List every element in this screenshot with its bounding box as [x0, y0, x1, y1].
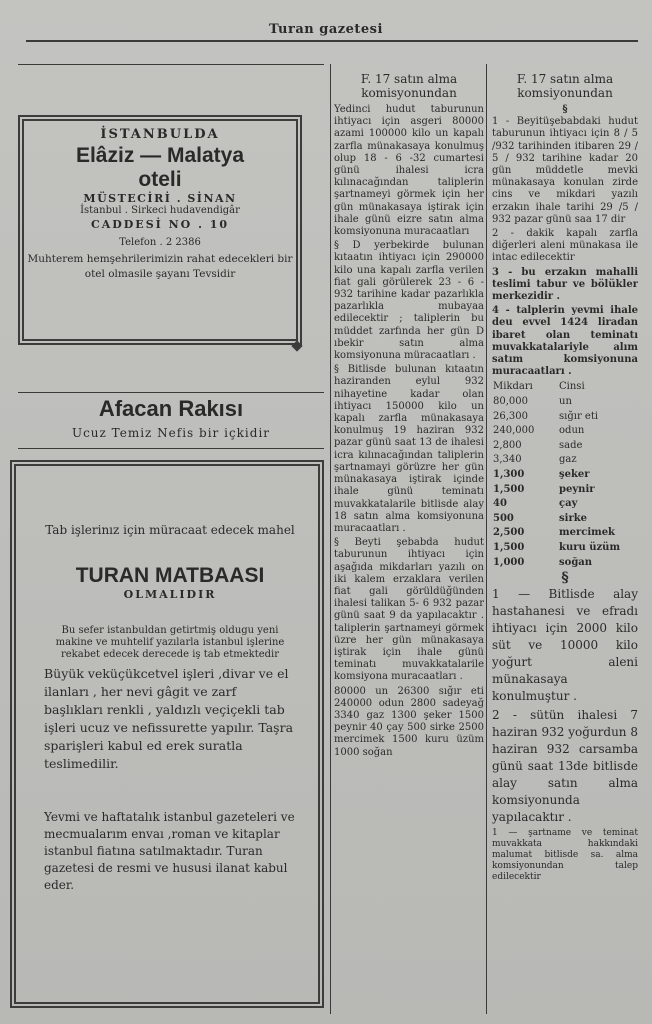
table-cell-type: peynir — [559, 483, 595, 495]
hotel-ad-address: İstanbul . Sirkeci hudavendigâr — [80, 205, 240, 216]
afacan-separator-rule — [18, 448, 324, 449]
table-cell-quantity: 2,500 — [493, 527, 525, 539]
table-row — [492, 483, 638, 498]
table-cell-quantity: 40 — [493, 498, 507, 510]
section-mark-2: § — [561, 570, 569, 587]
table-row — [492, 439, 638, 454]
table-cell-type: çay — [559, 498, 578, 510]
table-header-type: Cinsi — [559, 381, 585, 393]
hotel-ad-box — [18, 115, 302, 345]
afacan-ad — [18, 396, 324, 440]
table-cell-quantity: 240,000 — [493, 425, 535, 437]
table-row — [492, 556, 638, 571]
hotel-separator-rule — [18, 392, 324, 393]
hotel-ad-phone: Telefon . 2 2386 — [119, 237, 201, 248]
press-ad-body-3: Yevmi ve haftatalık istanbul gazeteleri ve mecmualarım envaı ,roman ve kitaplar istanbul fiatına satılmaktadır. Turan gazetesi de resmi ve hususi ilanat kabul eder. — [44, 810, 295, 892]
middle-paragraph: § Bitlisde bulunan kıtaatın haziranden eylul 932 nihayetine kadar olan ihtiyacı 150000 kilo un kapalı zarfla münakasaya konulmuş 19 haziran 932 pazar günü saat 13 de ihalesi icra kılınacağından taliplerin şartnamayi görüzre her gün münakasaya iştirak içinde ihale günü teminatı muvakkatalarile bitlisde alay 18 satın alma komsiyonuna muracaatları . — [334, 364, 484, 534]
table-row — [492, 410, 638, 425]
table-row — [492, 453, 638, 468]
table-cell-type: sığır eti — [559, 410, 599, 422]
table-row — [492, 395, 638, 410]
table-cell-type: gaz — [559, 454, 577, 466]
press-ad-body-2: Büyük veküçükcetvel işleri ,divar ve el ilanları , her nevi gâgit ve zarf başlıkları renkli , yaldızlı veçiçekli tab işleri ucuz ve nefissurette yapılır. Taşra sparişleri kabul ed erek suratla teslimedilir. — [44, 666, 294, 771]
middle-column — [334, 72, 484, 1012]
table-header-quantity: Mikdarı — [493, 381, 533, 393]
table-row — [492, 497, 638, 512]
right-column — [492, 72, 638, 1012]
middle-paragraph: § D yerbekirde bulunan kıtaatın ihtiyacı için 290000 kilo una kapalı zarfla verilen fiat gali görülerek 23 - 6 - 932 tarihine kadar pazarlıkla pazarlıkla mubayaa edilecektir ; taliplerin bu müddet zarfında her gün D ıbekir satın alma komsiyonuna müracaatları . — [334, 240, 484, 362]
table-cell-quantity: 1,300 — [493, 469, 525, 481]
table-row — [492, 512, 638, 527]
right-paragraph-2: 2 - dakik kapalı zarfla diğerleri aleni münakasa ile intac edilecektir — [492, 228, 638, 264]
table-cell-quantity: 80,000 — [493, 396, 528, 408]
table-cell-type: sirke — [559, 512, 588, 524]
middle-paragraph: Yedinci hudut taburunun ihtiyacı için asgeri 80000 azami 100000 kilo un kapalı zarfla münakasaya konulmuş olup 18 - 6 -32 cumartesi günü ihalesi icra kılınacağından taliplerin şartnameyi görmek için her gün münakasaya iştirak için ihale günü eizre satın alma komsiyonuna muracaatları — [334, 104, 484, 238]
right-paragraph-3: 3 - bu erzakın mahalli teslimi tabur ve bölükler merkezidir . — [492, 266, 638, 303]
right-paragraph-5: 1 — Bitlisde alay hastahanesi ve efradı ihtiyacı için 2000 kilo süt ve 10000 kilo yoğurt aleni münakasaya konulmuştur . — [492, 587, 638, 704]
afacan-ad-subtitle: Ucuz Temiz Nefis bir içkidir — [71, 426, 271, 440]
table-row — [492, 526, 638, 541]
press-ad-box — [10, 460, 324, 1008]
table-header-row — [492, 380, 638, 395]
middle-column-heading: F. 17 satın alma komisyonundan — [360, 72, 458, 100]
table-cell-quantity: 3,340 — [493, 454, 522, 466]
table-cell-type: un — [559, 396, 572, 408]
section-mark: § — [562, 104, 568, 115]
hotel-ad-type: oteli — [138, 168, 182, 191]
right-paragraph-4: 4 - talplerin yevmi ihale deu evvel 1424 liradan ibaret olan teminatı muvakkatalariyle alım satım komsiyonuna muracaatları . — [492, 305, 638, 378]
hotel-ad-street: CADDESİ NO . 10 — [90, 218, 230, 231]
left-top-rule — [18, 64, 324, 65]
right-paragraph-6: 2 - sütün ihalesi 7 haziran 932 yoğurdun 8 haziran 932 carsamba günü saat 13de bitlisde alay satın alma komsiyonunda yapılacaktır . — [492, 708, 638, 825]
table-row — [492, 541, 638, 556]
table-cell-type: sade — [559, 439, 583, 451]
middle-paragraph: § Beyti şebabda hudut taburunun ihtiyacı için aşağıda mikdarları yazılı on iki kalem erzaklara verilen fiat gali görüldüğünden ihalesi talikan 5- 6 932 pazar günü saat 9 da yapılacaktır . taliplerin şartnameyi görmek üzre her gün münakasaya iştirak için ihale günü teminatı muvakkatalarile komsiyona muracaatları . — [334, 537, 484, 683]
hotel-ad-name: Elâziz — Malatya — [75, 144, 245, 167]
column-divider-1 — [330, 64, 331, 1014]
right-paragraph-1: 1 - Beyitüşebabdaki hudut taburunun ihtiyacı için 8 / 5 /932 tarihinden itibaren 29 / 5 / 932 tarihine kadar 20 gün müddetle mevki münakasaya konulan zirde cins ve mikdari yazılı erzakın ihale tarihi 29 /5 / 932 pazar günü saa 17 dir — [492, 116, 638, 225]
table-cell-quantity: 1,500 — [493, 542, 525, 553]
table-cell-type: mercimek — [559, 527, 615, 539]
table-cell-type: şeker — [559, 469, 590, 481]
table-cell-type: kuru üzüm — [559, 542, 621, 553]
supplies-table — [492, 380, 638, 570]
column-divider-2 — [486, 64, 487, 1014]
masthead-rule — [26, 40, 638, 42]
table-cell-quantity: 1,500 — [493, 483, 525, 495]
table-cell-quantity: 500 — [493, 512, 514, 524]
table-row — [492, 424, 638, 439]
middle-paragraph: 80000 un 26300 sığır eti 240000 odun 2800 sadeyağ 3340 gaz 1300 şeker 1500 peynir 40 çay 500 sirke 2500 mercimek 1500 kuru üzüm 1000 soğan — [334, 685, 484, 758]
hotel-ad-city: İSTANBULDA — [100, 127, 220, 142]
table-cell-quantity: 2,800 — [493, 439, 522, 451]
table-cell-quantity: 26,300 — [493, 410, 528, 422]
right-column-heading: F. 17 satın alma komsiyonundan — [516, 72, 614, 100]
press-ad-subtitle: OLMALIDIR — [123, 588, 217, 601]
press-ad-body-1: Bu sefer istanbuldan getirtmiş oldugu yeni makine ve muhtelif yazılarla istanbul işlerine rekabet edecek derecede iş tab etmektedir — [55, 625, 285, 660]
afacan-ad-title: Afacan Rakısı — [98, 396, 244, 421]
right-paragraph-7: 1 — şartname ve teminat muvakkata hakkındaki malumat bitlisde sa. alma komsiyonundan talep edilecektir — [492, 828, 638, 883]
hotel-ad-description: Muhterem hemşehrilerimizin rahat edecekleri bir otel olmasile şayanı Tevsidir — [27, 253, 293, 280]
press-ad-content — [44, 522, 296, 894]
table-cell-quantity: 1,000 — [493, 556, 525, 568]
table-cell-type: odun — [559, 425, 585, 437]
table-row — [492, 468, 638, 483]
press-ad-title: TURAN MATBAASI — [75, 564, 265, 587]
table-cell-type: soğan — [559, 556, 593, 568]
hotel-ad-manager: MÜSTECİRİ . SİNAN — [83, 192, 237, 205]
press-ad-intro: Tab işlerinız için müracaat edecek mahel — [45, 523, 295, 537]
masthead: Turan gazetesi — [269, 22, 383, 37]
